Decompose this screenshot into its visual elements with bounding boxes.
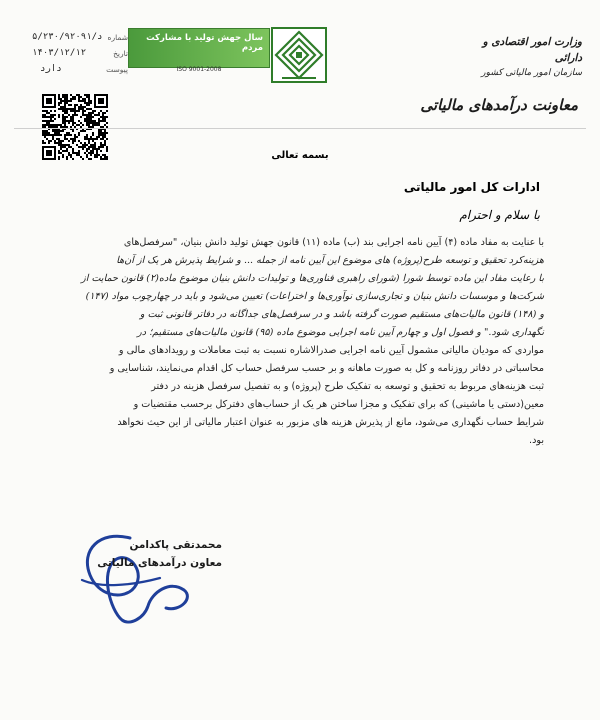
letter-number: ۵/د/۲۳۰/۹۲۰۹۱: [32, 32, 103, 42]
body-line: معین(دستی یا ماشینی) که برای تفکیک و مجزا ساختن هر یک از حساب‌های دفترکل برحسب مقتضیات و: [133, 399, 544, 410]
body-line: شرایط حساب نگهداری می‌شود، مانع از پذیرش هزینه های مزبور به عنوان اعتبار مالیاتی از این حیث نخواهد: [117, 417, 544, 428]
signer-name: محمدتقی پاکدامن: [129, 539, 222, 551]
letter-date: ۱۴۰۳/۱۲/۱۲: [32, 48, 87, 58]
meta-number-row: [32, 32, 128, 48]
body-line: مواردی که مودیان مالیاتی مشمول آیین نامه اجرایی صدرالاشاره نسبت به ثبت معاملات و رویدادهای مالی و: [118, 345, 544, 356]
meta-date-row: [32, 48, 128, 64]
organization-name: سازمان امور مالیاتی کشور: [481, 68, 582, 78]
meta-attachment-row: [32, 64, 128, 80]
ministry-name: وزارت امور اقتصادی و دارائی: [482, 36, 582, 64]
letter-meta: [32, 32, 128, 80]
body-line: محاسباتی در دفاتر روزنامه و کل به صورت ماهانه و بر حسب سرفصل حساب کل اقدام می‌نمایند، شناسایی و: [109, 363, 544, 374]
attachment-label: پیوست: [106, 65, 128, 74]
ministry-header: [452, 34, 582, 80]
letter-body: [72, 234, 544, 450]
letter-number-label: شماره: [107, 33, 128, 42]
body-line: با عنایت به مفاد ماده (۴) آیین نامه اجرایی بند (ب) ماده (۱۱) قانون جهش تولید دانش بنیان، "سرفصل‌های: [123, 237, 544, 248]
body-line: نگهداری شود." و فصول اول و چهارم آیین نامه اجرایی موضوع ماده (۹۵) قانون مالیات‌های مستقیم؛ در: [137, 327, 544, 338]
signer-title: معاون درآمدهای مالیاتی: [97, 557, 222, 569]
body-line: و (۱۴۸) قانون مالیات‌های مستقیم صورت گرفته باشد و در سرفصل‌های جداگانه در دفاتر قانونی ثبت و: [139, 309, 544, 320]
signature-block: [72, 536, 222, 572]
header-divider: [14, 128, 586, 129]
body-line: با رعایت مفاد این ماده توسط شورا (شورای راهبری فناوری‌ها و تولیدات دانش بنیان موضوع ماده(۲) قانون حمایت از: [81, 273, 544, 284]
letter-date-label: تاریخ: [113, 49, 128, 58]
bismillah: بسمه تعالی: [271, 150, 329, 161]
body-line: هزینه‌کرد تحقیق و توسعه طرح(پروژه) های موضوع این آیین نامه از جمله ... و شرایط پذیرش هر یک از آن‌ها: [116, 255, 544, 266]
deputy-title: معاونت درآمدهای مالیاتی: [420, 96, 578, 114]
greeting: با سلام و احترام: [459, 208, 540, 222]
addressee: ادارات کل امور مالیاتی: [403, 180, 540, 194]
body-line: شرکت‌ها و موسسات دانش بنیان و تجاری‌سازی نوآوری‌ها و اختراعات) تعیین می‌شود و باید در چهارچوب مواد (۱۴۷): [85, 291, 544, 302]
iso-label: ISO 9001-2008: [176, 66, 222, 73]
attachment-value: دارد: [40, 64, 62, 74]
slogan-text: سال جهش تولید با مشارکت مردم: [146, 33, 263, 53]
body-line: بود.: [529, 435, 544, 446]
body-line: ثبت هزینه‌های مربوط به تحقیق و توسعه به تفکیک طرح (پروژه) و به تفصیل سرفصل هزینه در دفتر: [151, 381, 544, 392]
tax-organization-emblem-icon: [268, 24, 330, 86]
slogan-banner: [128, 28, 270, 68]
